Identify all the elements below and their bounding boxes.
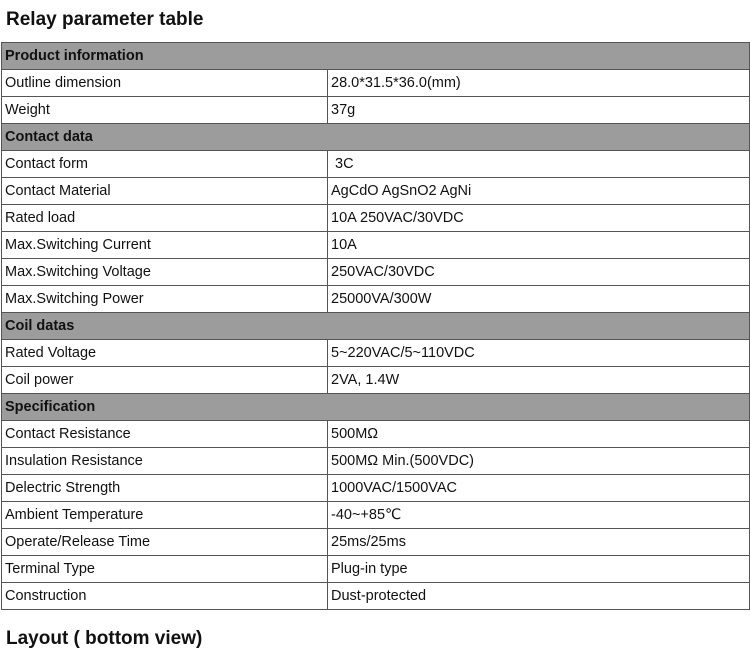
table-row — [2, 529, 750, 556]
param-value: 28.0*31.5*36.0(mm) — [328, 70, 750, 97]
table-row — [2, 502, 750, 529]
param-value: 25000VA/300W — [328, 286, 750, 313]
param-value: 25ms/25ms — [328, 529, 750, 556]
table-row — [2, 421, 750, 448]
param-label: Rated load — [2, 205, 328, 232]
param-value: 1000VAC/1500VAC — [328, 475, 750, 502]
param-label: Max.Switching Current — [2, 232, 328, 259]
layout-section-title: Layout ( bottom view) — [6, 628, 203, 649]
param-value: 500MΩ — [328, 421, 750, 448]
param-value: 3C — [328, 151, 750, 178]
param-label: Delectric Strength — [2, 475, 328, 502]
table-row — [2, 286, 750, 313]
table-row — [2, 151, 750, 178]
param-label: Construction — [2, 583, 328, 610]
param-value: 10A 250VAC/30VDC — [328, 205, 750, 232]
param-value: 10A — [328, 232, 750, 259]
section-heading: Coil datas — [2, 313, 750, 340]
param-value: 2VA, 1.4W — [328, 367, 750, 394]
section-header-row — [2, 124, 750, 151]
section-heading: Product information — [2, 43, 750, 70]
section-header-row — [2, 394, 750, 421]
table-row — [2, 475, 750, 502]
table-row — [2, 448, 750, 475]
param-label: Weight — [2, 97, 328, 124]
page-title: Relay parameter table — [6, 9, 204, 30]
param-value: AgCdO AgSnO2 AgNi — [328, 178, 750, 205]
param-label: Ambient Temperature — [2, 502, 328, 529]
table-row — [2, 205, 750, 232]
param-label: Coil power — [2, 367, 328, 394]
param-value: Dust-protected — [328, 583, 750, 610]
table-row — [2, 232, 750, 259]
param-label: Operate/Release Time — [2, 529, 328, 556]
relay-parameter-table — [1, 42, 750, 610]
section-header-row — [2, 313, 750, 340]
table-row — [2, 70, 750, 97]
param-label: Contact form — [2, 151, 328, 178]
param-label: Max.Switching Voltage — [2, 259, 328, 286]
section-heading: Specification — [2, 394, 750, 421]
param-label: Contact Material — [2, 178, 328, 205]
param-value: Plug-in type — [328, 556, 750, 583]
param-value: 5~220VAC/5~110VDC — [328, 340, 750, 367]
table-row — [2, 97, 750, 124]
param-value: -40~+85℃ — [328, 502, 750, 529]
parameter-table-body — [2, 43, 750, 610]
param-label: Insulation Resistance — [2, 448, 328, 475]
table-row — [2, 340, 750, 367]
section-heading: Contact data — [2, 124, 750, 151]
param-value: 250VAC/30VDC — [328, 259, 750, 286]
param-label: Terminal Type — [2, 556, 328, 583]
param-label: Contact Resistance — [2, 421, 328, 448]
table-row — [2, 259, 750, 286]
table-row — [2, 178, 750, 205]
param-label: Outline dimension — [2, 70, 328, 97]
param-value: 500MΩ Min.(500VDC) — [328, 448, 750, 475]
param-value: 37g — [328, 97, 750, 124]
table-row — [2, 583, 750, 610]
table-row — [2, 367, 750, 394]
table-row — [2, 556, 750, 583]
param-label: Rated Voltage — [2, 340, 328, 367]
section-header-row — [2, 43, 750, 70]
param-label: Max.Switching Power — [2, 286, 328, 313]
